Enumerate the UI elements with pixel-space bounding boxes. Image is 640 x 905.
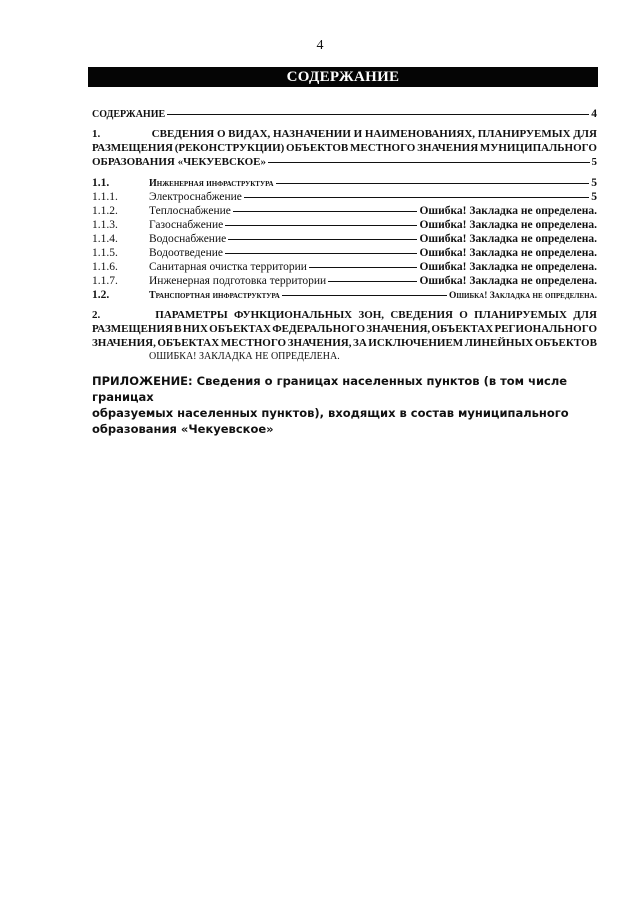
- page-title: СОДЕРЖАНИЕ: [88, 67, 598, 87]
- heading-word: РАЗМЕЩЕНИЯ: [92, 323, 173, 335]
- toc-entry-page: Ошибка! Закладка не определена.: [419, 247, 597, 259]
- leader-line: [225, 253, 417, 254]
- toc-entry-label: Санитарная очистка территории: [149, 261, 307, 273]
- toc-entry-number: 1.1.5.: [92, 247, 118, 259]
- heading-word: ЗНАЧЕНИЯ: [417, 142, 479, 154]
- leader-line: [309, 267, 418, 268]
- heading-word: МЕСТНОГО: [220, 337, 287, 349]
- heading-word: В: [174, 323, 182, 335]
- heading-word: (РЕКОНСТРУКЦИИ): [174, 142, 285, 154]
- toc-entry-section-1[interactable]: [92, 127, 597, 169]
- toc-entry-number: 1.1.: [92, 177, 110, 189]
- toc-entry-number: 1.2.: [92, 289, 110, 301]
- section-2-line-2: [92, 322, 597, 336]
- leader-line: [276, 183, 590, 184]
- toc-entry-1-2[interactable]: [92, 288, 597, 302]
- heading-word: РЕГИОНАЛЬНОГО: [494, 323, 597, 335]
- section-number: 2.: [92, 309, 101, 321]
- toc-entry-page: 5: [591, 191, 597, 203]
- leader-line: [167, 114, 589, 115]
- appendix-line-2: образуемых населенных пунктов), входящих в состав муниципального: [92, 406, 569, 420]
- appendix-label: ПРИЛОЖЕНИЕ:: [92, 374, 193, 388]
- heading-word: НИХ: [182, 323, 208, 335]
- toc-entry-page: 5: [591, 156, 597, 168]
- heading-word: СВЕДЕНИЯ: [390, 309, 453, 321]
- heading-word: ИСКЛЮЧЕНИЕМ: [368, 337, 464, 349]
- heading-word: О: [459, 309, 468, 321]
- heading-word: ДЛЯ: [573, 128, 597, 140]
- heading-word: ЗНАЧЕНИЯ,: [287, 337, 352, 349]
- heading-word: ЛИНЕЙНЫХ: [464, 337, 534, 349]
- leader-line: [268, 162, 589, 163]
- heading-word: МЕСТНОГО: [349, 142, 416, 154]
- toc-subsection-list: [92, 176, 597, 302]
- toc-entry-page: Ошибка! Закладка не определена.: [419, 261, 597, 273]
- heading-word: ПАРАМЕТРЫ: [155, 309, 228, 321]
- page-number: 4: [316, 38, 324, 53]
- toc-entry-page: Ошибка! Закладка не определена.: [419, 205, 597, 217]
- toc-entry-label: Газоснабжение: [149, 219, 224, 231]
- toc-entry-page: Ошибка! Закладка не определена.: [448, 291, 597, 301]
- heading-word: ЗА: [353, 337, 367, 349]
- leader-line: [228, 239, 417, 240]
- toc-entry-page: 5: [591, 177, 597, 189]
- toc-entry-1-1-3[interactable]: [92, 218, 597, 232]
- section-number: 1.: [92, 128, 101, 140]
- toc-entry-1-1-7[interactable]: [92, 274, 597, 288]
- toc-entry-page: 4: [591, 108, 597, 120]
- heading-word: О: [216, 128, 226, 140]
- section-2-line-1: [92, 308, 597, 322]
- toc-entry-label: Водоснабжение: [149, 233, 227, 245]
- toc-entry-label: Инженерная инфраструктура: [149, 178, 274, 189]
- heading-word: ВИДАХ,: [228, 128, 271, 140]
- table-of-contents: [92, 107, 597, 364]
- heading-word: ОБЪЕКТАХ: [209, 323, 271, 335]
- toc-entry-number: 1.1.3.: [92, 219, 118, 231]
- toc-entry-number: 1.1.2.: [92, 205, 118, 217]
- heading-word: ПЛАНИРУЕМЫХ: [474, 309, 567, 321]
- toc-entry-label: СОДЕРЖАНИЕ: [92, 109, 166, 120]
- section-1-line-2: [92, 141, 597, 155]
- appendix-line-3: образования «Чекуевское»: [92, 422, 274, 436]
- heading-word: ОБЪЕКТОВ: [286, 142, 349, 154]
- toc-entry-label: Транспортная инфраструктура: [149, 290, 280, 301]
- heading-word: ДЛЯ: [573, 309, 597, 321]
- toc-entry-1-1-2[interactable]: [92, 204, 597, 218]
- appendix-note: [92, 373, 602, 437]
- toc-entry-1-1-1[interactable]: [92, 190, 597, 204]
- leader-line: [225, 225, 417, 226]
- toc-entry-label: Водоотведение: [149, 247, 223, 259]
- heading-word: И: [353, 128, 363, 140]
- heading-word: ЗОН,: [358, 309, 385, 321]
- toc-entry-page: Ошибка! Закладка не определена.: [419, 275, 597, 287]
- toc-entry-label: Теплоснабжение: [149, 205, 231, 217]
- section-1-line-1: [92, 127, 597, 141]
- heading-word: ЗНАЧЕНИЯ,: [92, 337, 156, 349]
- toc-entry-number: 1.1.1.: [92, 191, 118, 203]
- toc-entry-page: Ошибка! Закладка не определена.: [419, 233, 597, 245]
- toc-entry-page: Ошибка! Закладка не определена.: [419, 219, 597, 231]
- toc-entry-contents[interactable]: [92, 107, 597, 121]
- toc-entry-1-1-6[interactable]: [92, 260, 597, 274]
- toc-entry-section-2[interactable]: [92, 308, 597, 364]
- toc-entry-1-1-4[interactable]: [92, 232, 597, 246]
- heading-word: МУНИЦИПАЛЬНОГО: [479, 142, 597, 154]
- heading-word: НАЗНАЧЕНИИ: [272, 128, 351, 140]
- leader-line: [233, 211, 418, 212]
- leader-line: [282, 295, 447, 296]
- heading-word: ЗНАЧЕНИЯ,: [366, 323, 431, 335]
- toc-entry-1-1[interactable]: [92, 176, 597, 190]
- heading-word: ОБЪЕКТАХ: [157, 337, 220, 349]
- heading-word: ФЕДЕРАЛЬНОГО: [272, 323, 366, 335]
- leader-line: [328, 281, 417, 282]
- toc-entry-number: 1.1.4.: [92, 233, 118, 245]
- appendix-line-1: Сведения о границах населенных пунктов (в том числе границах: [92, 374, 568, 404]
- toc-entry-label: Электроснабжение: [149, 191, 242, 203]
- toc-entry-page: ОШИБКА! ЗАКЛАДКА НЕ ОПРЕДЕЛЕНА.: [149, 351, 340, 362]
- heading-word: РАЗМЕЩЕНИЯ: [92, 142, 173, 154]
- heading-word: ОБЪЕКТОВ: [534, 337, 597, 349]
- heading-word: ПЛАНИРУЕМЫХ: [477, 128, 571, 140]
- heading-word: ОБЪЕКТАХ: [431, 323, 494, 335]
- heading-word: СВЕДЕНИЯ: [151, 128, 215, 140]
- toc-entry-number: 1.1.6.: [92, 261, 118, 273]
- section-1-line-3: ОБРАЗОВАНИЯ «ЧЕКУЕВСКОЕ»: [92, 156, 267, 168]
- heading-word: НАИМЕНОВАНИЯХ,: [364, 128, 476, 140]
- toc-entry-number: 1.1.7.: [92, 275, 118, 287]
- section-2-line-3: [92, 336, 597, 350]
- toc-entry-1-1-5[interactable]: [92, 246, 597, 260]
- leader-line: [244, 197, 589, 198]
- toc-entry-label: Инженерная подготовка территории: [149, 275, 327, 287]
- heading-word: ФУНКЦИОНАЛЬНЫХ: [233, 309, 353, 321]
